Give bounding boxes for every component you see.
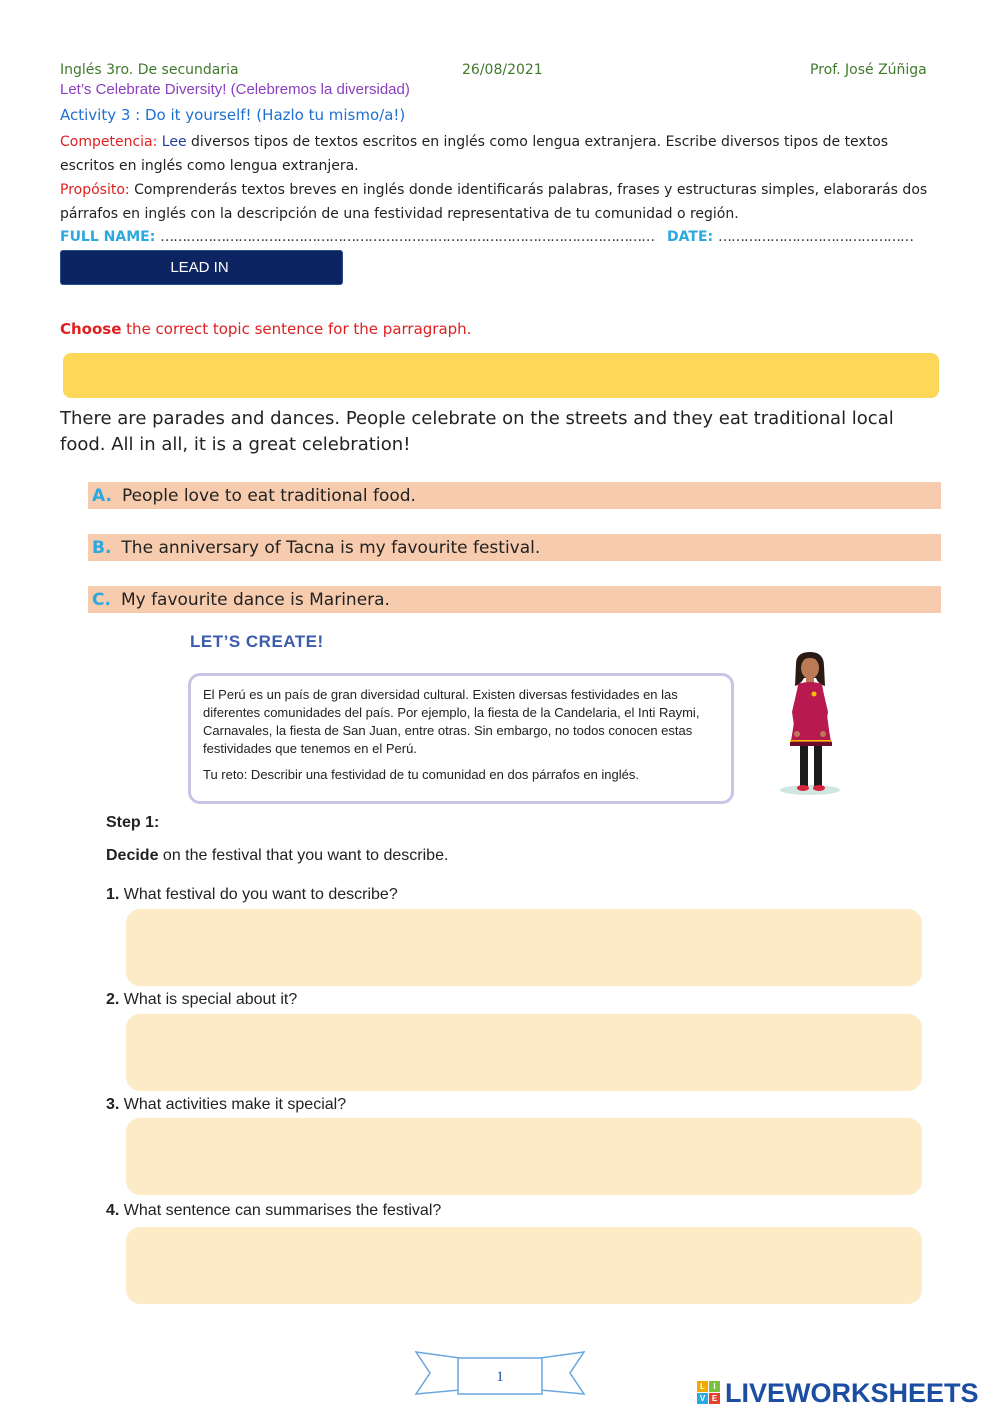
competencia-label: Competencia: <box>60 134 158 150</box>
question-text: What festival do you want to describe? <box>123 886 398 903</box>
activity-title: Activity 3 : Do it yourself! (Hazlo tu mismo/a!) <box>60 106 406 124</box>
proposito-label: Propósito: <box>60 182 130 198</box>
option-text: My favourite dance is Marinera. <box>120 589 390 610</box>
decide-rest: on the festival that you want to describe. <box>158 847 449 864</box>
liveworksheets-mark-icon <box>697 1381 721 1405</box>
step-title: Step 1: <box>106 814 160 831</box>
info-paragraph: El Perú es un país de gran diversidad cultural. Existen diversas festividades en las diferentes comunidades del país. Por ejemplo, la fiesta de la Candelaria, el Inti Raymi, Carnavales, la fiesta de San Juan, entre otras. Sin embargo, no todos conocen estas festividades que tenemos en el Perú. <box>203 687 700 756</box>
choose-bold: Choose <box>60 320 122 338</box>
answer-box-2[interactable] <box>126 1014 922 1091</box>
date-field-label: DATE: <box>667 229 714 245</box>
liveworksheets-brand: LIVEWORKSHEETS <box>725 1377 979 1408</box>
choose-rest: the correct topic sentence for the parragraph. <box>121 320 472 338</box>
question-3 <box>106 1096 346 1114</box>
unit-title: Let’s Celebrate Diversity! (Celebremos la diversidad) <box>60 81 410 98</box>
logo-letter: L <box>697 1381 708 1392</box>
exercise-paragraph: There are parades and dances. People celebrate on the streets and they eat traditional local food. All in all, it is a great celebration! <box>60 408 894 455</box>
question-text: What activities make it special? <box>123 1096 347 1113</box>
question-number: 3. <box>106 1096 120 1113</box>
option-letter: B. <box>92 537 112 558</box>
competencia-paragraph <box>60 130 940 178</box>
question-number: 2. <box>106 991 120 1008</box>
option-letter: A. <box>92 485 112 506</box>
question-4 <box>106 1202 441 1220</box>
competencia-text: diversos tipos de textos escritos en inglés como lengua extranjera. Escribe diversos tipos de textos escritos en inglés como lengua extranjera. <box>60 134 889 174</box>
info-box <box>188 673 734 804</box>
logo-letter: I <box>709 1381 720 1392</box>
liveworksheets-logo <box>697 1377 979 1409</box>
date-field[interactable]: ……………………………………… <box>718 229 914 245</box>
option-text: The anniversary of Tacna is my favourite festival. <box>121 537 541 558</box>
question-number: 1. <box>106 886 120 903</box>
full-name-field[interactable]: …………………………………………………………………………………………………… <box>160 229 655 245</box>
full-name-label: FULL NAME: <box>60 229 156 245</box>
logo-letter: E <box>709 1393 720 1404</box>
proposito-text: Comprenderás textos breves en inglés donde identificarás palabras, frases y estructuras simples, elaborarás dos párrafos en inglés con la descripción de una festividad representativa de tu comunidad o región. <box>60 182 928 222</box>
course-label: Inglés 3ro. De secundaria <box>60 62 239 78</box>
page-number: 1 <box>496 1369 504 1385</box>
answer-box-1[interactable] <box>126 909 922 986</box>
name-date-line <box>60 229 913 245</box>
girl-illustration <box>772 650 844 800</box>
lead-in-button[interactable]: LEAD IN <box>60 250 343 285</box>
question-2 <box>106 991 297 1009</box>
topic-sentence-answer-slot[interactable] <box>63 353 939 398</box>
challenge-paragraph: Tu reto: Describir una festividad de tu comunidad en dos párrafos en inglés. <box>203 767 639 782</box>
question-text: What sentence can summarises the festival? <box>123 1202 442 1219</box>
lets-create-heading: LET’S CREATE! <box>190 632 324 651</box>
answer-box-3[interactable] <box>126 1118 922 1195</box>
proposito-paragraph <box>60 178 940 226</box>
decide-bold: Decide <box>106 847 159 864</box>
question-number: 4. <box>106 1202 120 1219</box>
option-text: People love to eat traditional food. <box>121 485 416 506</box>
date-label: 26/08/2021 <box>462 62 543 78</box>
question-1 <box>106 886 398 904</box>
decide-instruction <box>106 847 448 865</box>
question-text: What is special about it? <box>123 991 298 1008</box>
option-a[interactable] <box>88 482 941 509</box>
page-number-ribbon <box>414 1348 586 1398</box>
option-b[interactable] <box>88 534 941 561</box>
option-c[interactable] <box>88 586 941 613</box>
answer-box-4[interactable] <box>126 1227 922 1304</box>
choose-instruction <box>60 320 471 338</box>
logo-letter: V <box>697 1393 708 1404</box>
competencia-verb: Lee <box>161 134 187 150</box>
teacher-label: Prof. José Zúñiga <box>810 62 927 78</box>
option-letter: C. <box>92 589 111 610</box>
